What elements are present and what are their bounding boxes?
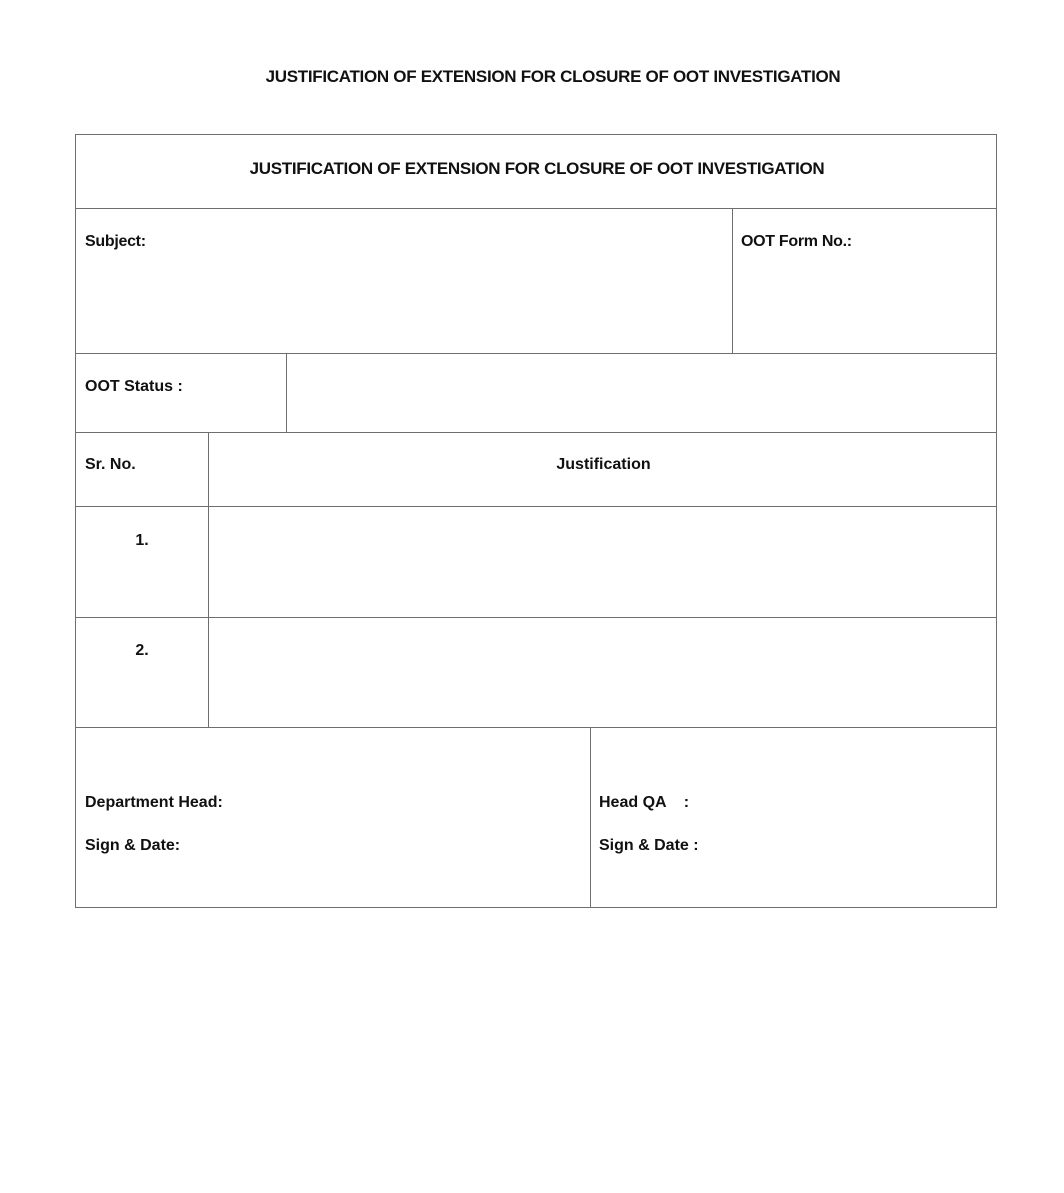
sr-no-header: Sr. No. <box>85 456 136 473</box>
oot-status-field[interactable] <box>287 354 997 432</box>
sr-no-cell: 1. <box>135 532 149 549</box>
oot-extension-form <box>75 134 997 908</box>
justification-header: Justification <box>556 456 651 473</box>
department-head-label: Department Head: <box>85 794 223 811</box>
form-header-title: JUSTIFICATION OF EXTENSION FOR CLOSURE OF OOT INVESTIGATION <box>249 159 825 178</box>
department-head-signature-block[interactable] <box>76 728 590 908</box>
justification-field[interactable] <box>209 618 997 727</box>
justification-field[interactable] <box>209 507 997 617</box>
oot-status-label: OOT Status : <box>85 378 183 395</box>
document-title: JUSTIFICATION OF EXTENSION FOR CLOSURE OF OOT INVESTIGATION <box>265 67 841 86</box>
oot-form-no-field[interactable] <box>733 209 997 353</box>
department-sign-date-label: Sign & Date: <box>85 837 181 854</box>
head-qa-label: Head QA : <box>599 794 690 811</box>
subject-field[interactable] <box>76 209 732 353</box>
subject-label: Subject: <box>85 233 146 250</box>
divider-status-bottom <box>76 432 996 433</box>
oot-form-no-label: OOT Form No.: <box>741 233 852 250</box>
sr-no-cell: 2. <box>135 642 149 659</box>
head-qa-sign-date-label: Sign & Date : <box>599 837 699 854</box>
head-qa-signature-block[interactable] <box>591 728 997 908</box>
